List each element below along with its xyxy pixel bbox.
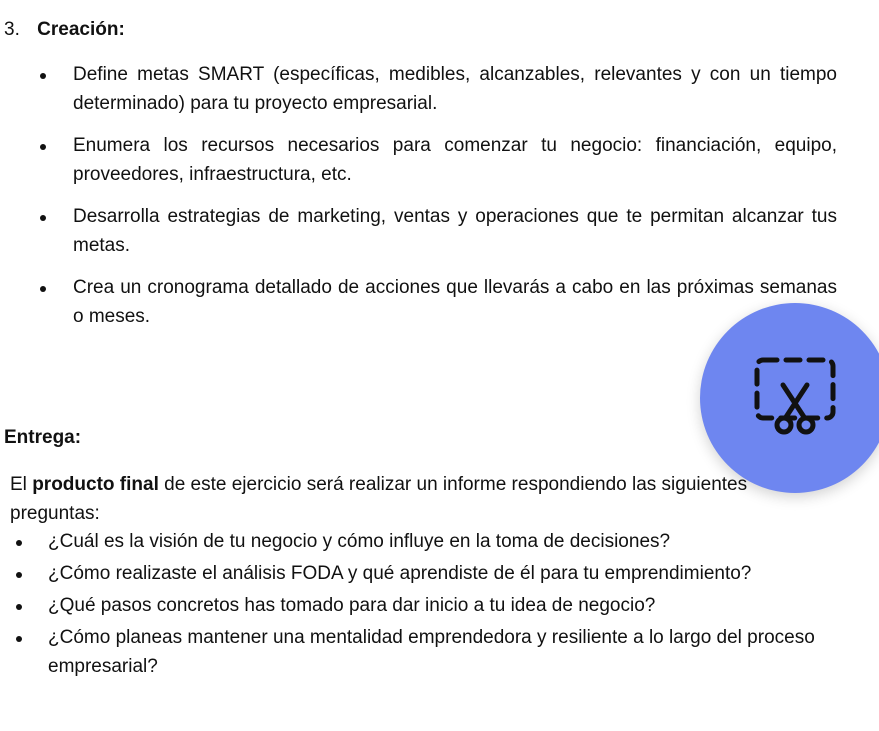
bullet-icon <box>40 286 46 292</box>
section-heading <box>4 18 125 42</box>
intro-text-after: de este ejercicio será realizar un informe respondiendo las siguientes preguntas: <box>10 474 748 524</box>
question-text: ¿Cómo realizaste el análisis FODA y qué aprendiste de él para tu emprendimiento? <box>48 563 752 584</box>
question-item <box>0 527 879 556</box>
scissors-crop-icon <box>754 357 836 439</box>
question-text: ¿Cómo planeas mantener una mentalidad emprendedora y resiliente a lo largo del proceso empresarial? <box>48 627 815 677</box>
screenshot-button[interactable] <box>700 303 879 493</box>
question-item <box>0 591 879 620</box>
list-item-text: Define metas SMART (específicas, medibles, alcanzables, relevantes y con un tiempo determinado) para tu proyecto empresarial. <box>73 64 837 114</box>
bullet-icon <box>16 636 22 642</box>
list-item <box>0 60 879 118</box>
question-text: ¿Cuál es la visión de tu negocio y cómo influye en la toma de decisiones? <box>48 531 671 552</box>
entrega-intro <box>10 470 750 528</box>
bullet-icon <box>40 73 46 79</box>
question-text: ¿Qué pasos concretos has tomado para dar inicio a tu idea de negocio? <box>48 595 656 616</box>
bullet-icon <box>40 215 46 221</box>
section-number: 3. <box>4 19 20 40</box>
intro-bold-text: producto final <box>32 474 159 495</box>
bullet-icon <box>16 572 22 578</box>
creacion-list <box>0 60 879 344</box>
question-item <box>0 559 879 588</box>
list-item-text: Desarrolla estrategias de marketing, ventas y operaciones que te permitan alcanzar tus metas. <box>73 206 837 256</box>
entrega-heading: Entrega: <box>4 427 82 448</box>
bullet-icon <box>16 604 22 610</box>
bullet-icon <box>40 144 46 150</box>
intro-text-before: El <box>10 474 33 495</box>
section-title: Creación: <box>37 19 125 40</box>
questions-list <box>0 527 879 684</box>
list-item-text: Crea un cronograma detallado de acciones que llevarás a cabo en las próximas semanas o meses. <box>73 277 837 327</box>
list-item-text: Enumera los recursos necesarios para comenzar tu negocio: financiación, equipo, proveedores, infraestructura, etc. <box>73 135 837 185</box>
list-item <box>0 131 879 189</box>
bullet-icon <box>16 540 22 546</box>
question-item <box>0 623 879 681</box>
list-item <box>0 202 879 260</box>
